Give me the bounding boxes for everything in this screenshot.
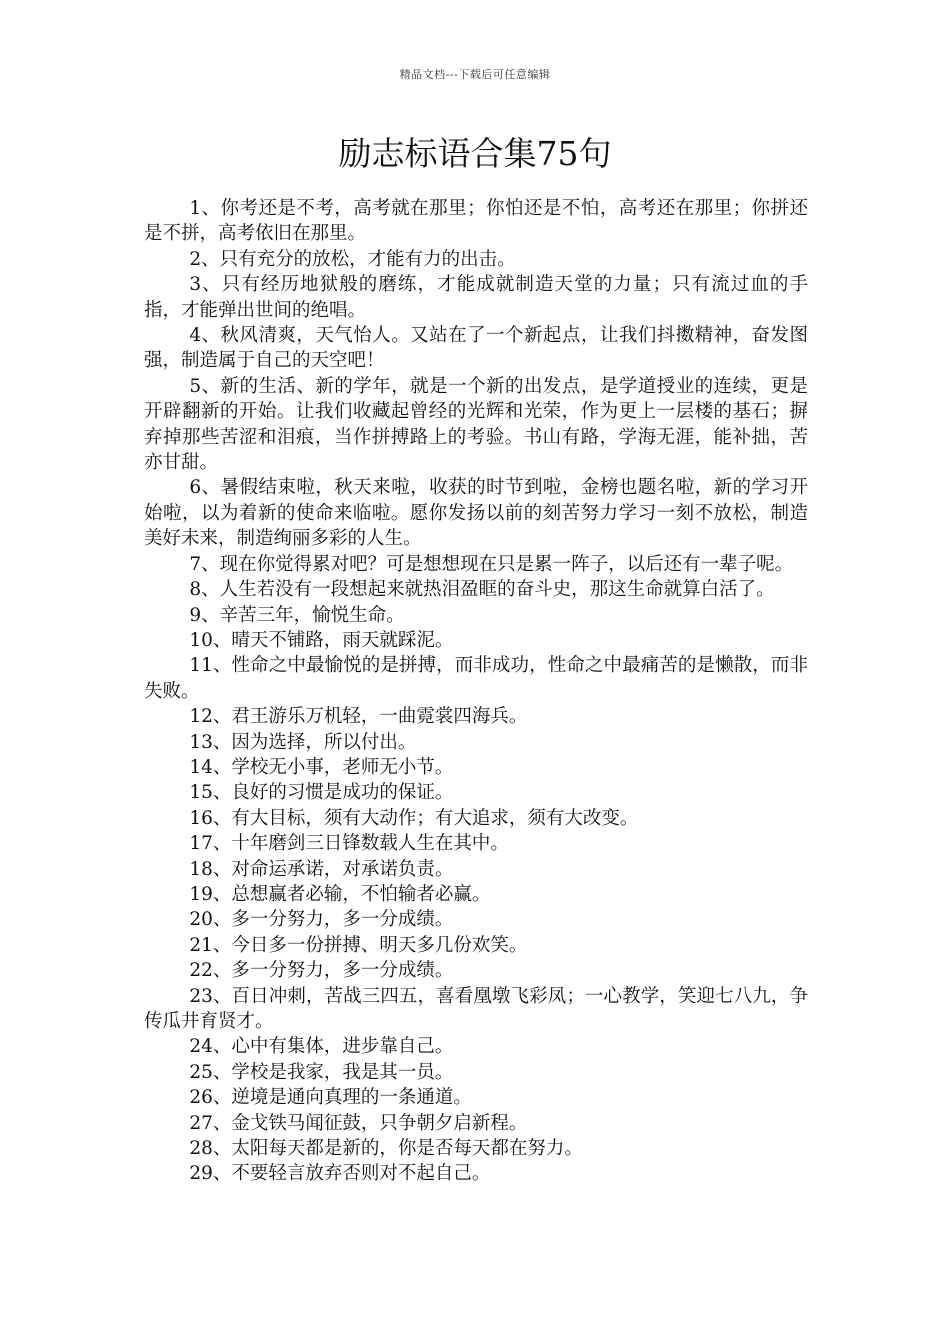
slogan-list (144, 196, 808, 1187)
slogan-item: 20、多一分努力，多一分成绩。 (189, 909, 454, 931)
document-title: 励志标语合集75句 (338, 134, 612, 173)
slogan-item: 1、你考还是不考，高考就在那里；你怕还是不怕，高考还在那里；你拼还是不拼，高考依旧在那里。 (144, 198, 808, 245)
slogan-item: 6、暑假结束啦，秋天来啦，收获的时节到啦，金榜也题名啦，新的学习开始啦，以为着新的使命来临啦。愿你发扬以前的刻苦努力学习一刻不放松，制造美好未来，制造绚丽多彩的人生。 (144, 477, 808, 550)
slogan-item: 12、君王游乐万机轻，一曲霓裳四海兵。 (189, 706, 528, 728)
page-header: 精品文档---下载后可任意编辑 (399, 68, 551, 81)
slogan-item: 3、只有经历地狱般的磨练，才能成就制造天堂的力量；只有流过血的手指，才能弹出世间的绝唱。 (144, 274, 808, 321)
slogan-item: 15、良好的习惯是成功的保证。 (189, 782, 454, 804)
slogan-item: 2、只有充分的放松，才能有力的出击。 (189, 248, 516, 270)
slogan-item: 22、多一分努力，多一分成绩。 (189, 960, 454, 982)
slogan-item: 21、今日多一份拼搏、明天多几份欢笑。 (189, 934, 528, 956)
slogan-item: 27、金戈铁马闻征鼓，只争朝夕启新程。 (189, 1112, 528, 1134)
slogan-item: 19、总想赢者必输，不怕输者必赢。 (189, 883, 491, 905)
slogan-item: 13、因为选择，所以付出。 (189, 731, 417, 753)
slogan-item: 17、十年磨剑三日锋数载人生在其中。 (189, 833, 509, 855)
slogan-item: 16、有大目标，须有大动作；有大追求，须有大改变。 (189, 807, 639, 829)
slogan-item: 18、对命运承诺，对承诺负责。 (189, 858, 454, 880)
slogan-item: 25、学校是我家，我是其一员。 (189, 1061, 454, 1083)
slogan-item: 23、百日冲刺，苦战三四五，喜看凰墩飞彩凤；一心教学，笑迎七八九，争传瓜井育贤才。 (144, 985, 808, 1032)
slogan-item: 11、性命之中最愉悦的是拼搏，而非成功，性命之中最痛苦的是懒散，而非失败。 (144, 655, 808, 702)
slogan-item: 8、人生若没有一段想起来就热泪盈眶的奋斗史，那这生命就算白活了。 (189, 579, 775, 601)
slogan-item: 14、学校无小事，老师无小节。 (189, 756, 454, 778)
slogan-item: 7、现在你觉得累对吧？可是想想现在只是累一阵子，以后还有一辈子呢。 (189, 553, 794, 575)
slogan-item: 26、逆境是通向真理的一条通道。 (189, 1087, 472, 1109)
slogan-item: 28、太阳每天都是新的，你是否每天都在努力。 (189, 1138, 583, 1160)
slogan-item: 5、新的生活、新的学年，就是一个新的出发点，是学道授业的连续，更是开辟翻新的开始。让我们收藏起曾经的光辉和光荣，作为更上一层楼的基石；摒弃掉那些苦涩和泪痕，当作拼搏路上的考验。书山有路，学海无涯，能补拙，苦亦甘甜。 (144, 375, 808, 474)
slogan-item: 9、辛苦三年，愉悦生命。 (189, 604, 405, 626)
slogan-item: 10、晴天不铺路，雨天就踩泥。 (189, 629, 454, 651)
slogan-item: 24、心中有集体，进步靠自己。 (189, 1036, 454, 1058)
slogan-item: 29、不要轻言放弃否则对不起自己。 (189, 1163, 491, 1185)
slogan-item: 4、秋风清爽，天气怡人。又站在了一个新起点，让我们抖擞精神，奋发图强，制造属于自己的天空吧！ (144, 325, 808, 372)
